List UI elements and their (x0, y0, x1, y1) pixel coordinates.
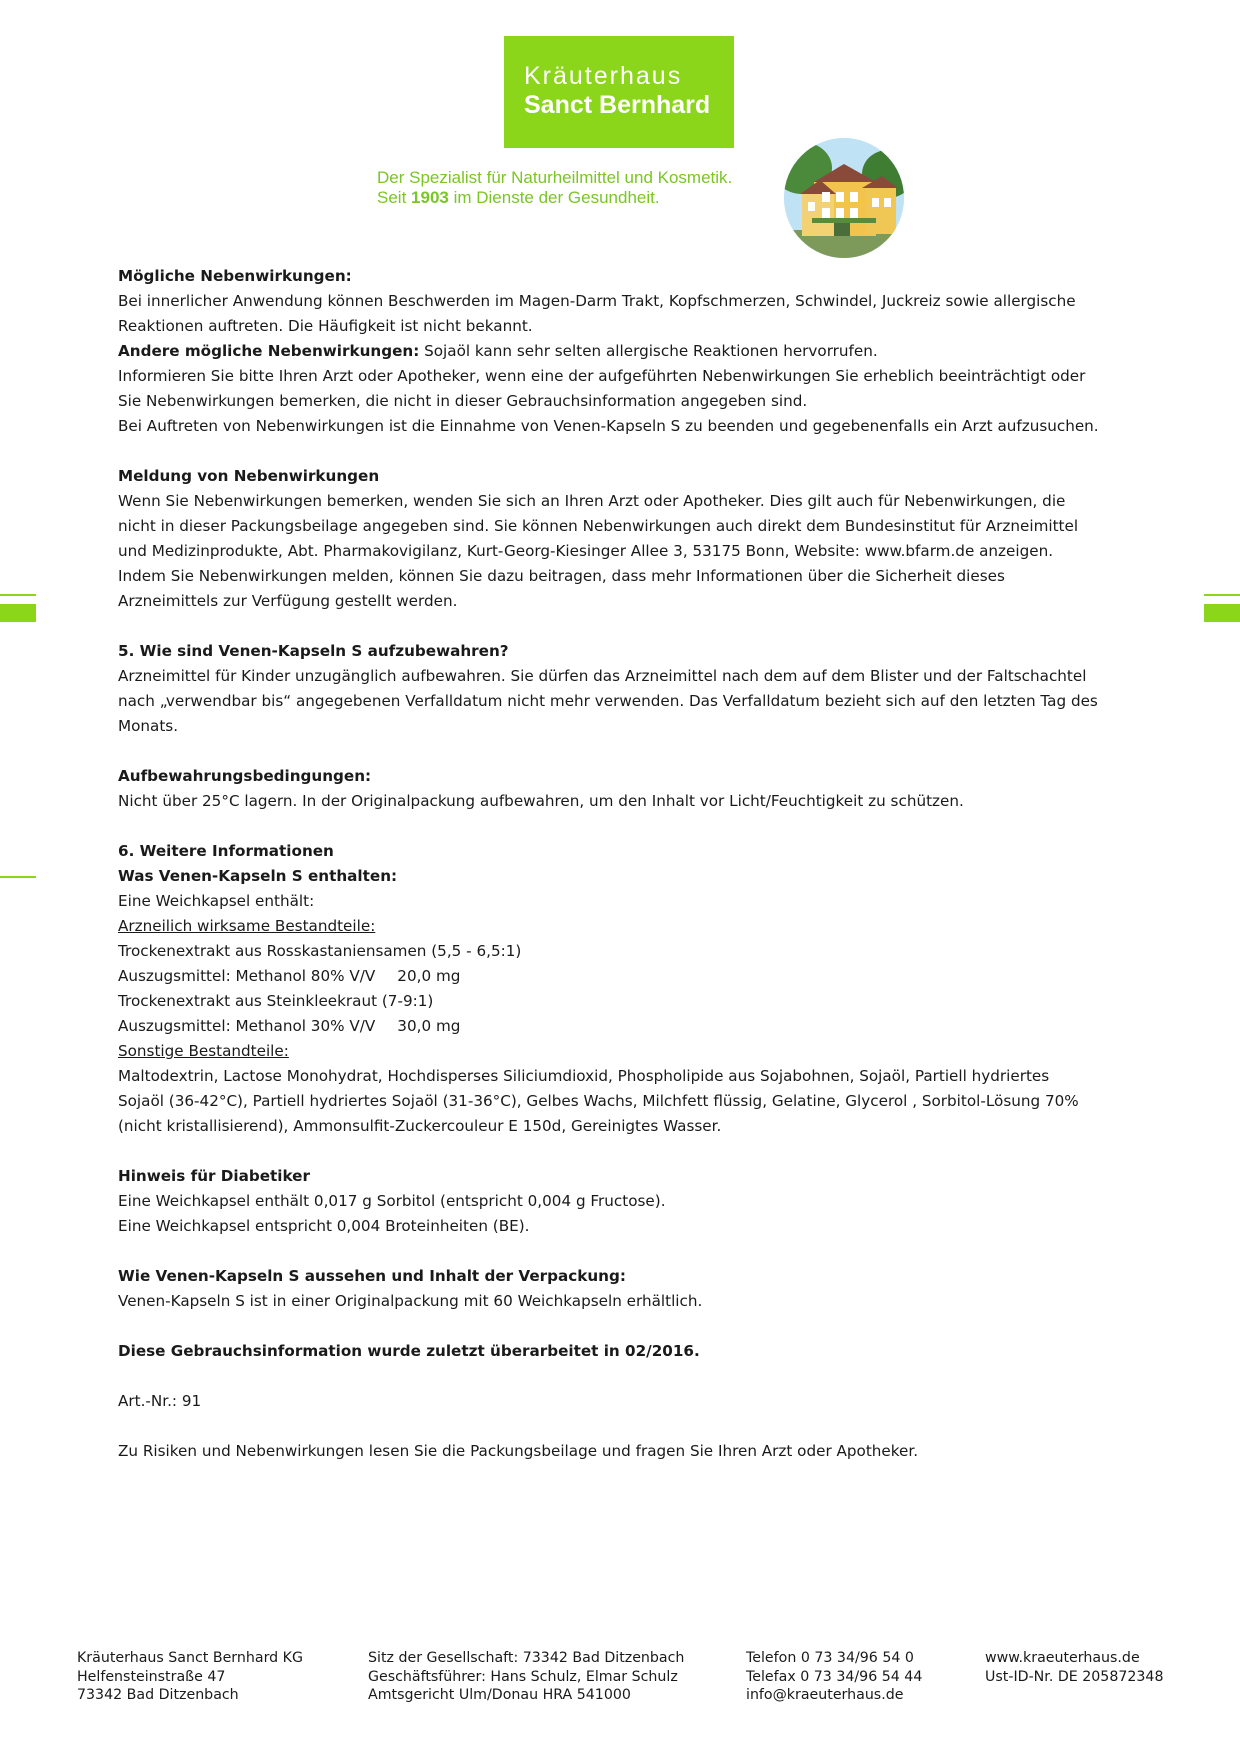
side-effects-text-3: Informieren Sie bitte Ihren Arzt oder Apotheker, wenn eine der aufgeführten Nebenwirkungen Sie erheblich beeinträchtigt oder (118, 367, 1086, 385)
logo-line-2: Sanct Bernhard (524, 91, 711, 119)
active-ingredients-label: Arzneilich wirksame Bestandteile: (118, 917, 376, 935)
storage-heading: 5. Wie sind Venen-Kapseln S aufzubewahren? (118, 642, 509, 660)
other-side-effects-text: Sojaöl kann sehr selten allergische Reaktionen hervorrufen. (419, 342, 878, 360)
brand-logo (504, 36, 734, 148)
other-ingredients-3: (nicht kristallisierend), Ammonsulfit-Zuckercouleur E 150d, Gereinigtes Wasser. (118, 1117, 722, 1135)
diabetics-heading: Hinweis für Diabetiker (118, 1167, 310, 1185)
footer-vat-id: Ust-ID-Nr. DE 205872348 (985, 1668, 1164, 1685)
other-side-effects-label: Andere mögliche Nebenwirkungen: (118, 342, 420, 360)
right-margin-mark-line (1204, 594, 1240, 596)
storage-text-1: Arzneimittel für Kinder unzugänglich aufbewahren. Sie dürfen das Arzneimittel nach dem auf dem Blister und der Faltschachtel (118, 667, 1087, 685)
reporting-text-3: und Medizinprodukte, Abt. Pharmakovigilanz, Kurt-Georg-Kiesinger Allee 3, 53175 Bonn, Website: www.bfarm.de anzeigen. (118, 542, 1054, 560)
side-effects-text-1: Bei innerlicher Anwendung können Beschwerden im Magen-Darm Trakt, Kopfschmerzen, Schwindel, Juckreiz sowie allergische (118, 292, 1076, 310)
footer-court: Amtsgericht Ulm/Donau HRA 541000 (368, 1687, 631, 1703)
logo-line-1: Kräuterhaus (524, 62, 683, 90)
footer-seat: Sitz der Gesellschaft: 73342 Bad Ditzenbach (368, 1650, 685, 1666)
building-photo (784, 138, 904, 258)
side-effects-text-5: Bei Auftreten von Nebenwirkungen ist die Einnahme von Venen-Kapseln S zu beenden und gegebenenfalls ein Arzt aufzusuchen. (118, 417, 1099, 435)
slogan (377, 168, 732, 208)
other-ingredients-1: Maltodextrin, Lactose Monohydrat, Hochdisperses Siliciumdioxid, Phospholipide aus Sojabohnen, Sojaöl, Partiell hydriertes (118, 1067, 1050, 1085)
reporting-text-4: Indem Sie Nebenwirkungen melden, können Sie dazu beitragen, dass mehr Informationen über die Sicherheit dieses (118, 567, 1005, 585)
active-ingredient-1: Trockenextrakt aus Rosskastaniensamen (5,5 - 6,5:1) (118, 942, 522, 960)
active-ingredient-2-label: Auszugsmittel: Methanol 80% V/V (118, 967, 376, 985)
leaflet-content (118, 264, 1158, 1464)
right-margin-mark (1204, 604, 1240, 622)
revision-note: Diese Gebrauchsinformation wurde zuletzt überarbeitet in 02/2016. (118, 1342, 700, 1360)
other-ingredients-label: Sonstige Bestandteile: (118, 1042, 289, 1060)
footer-web (985, 1649, 1164, 1686)
active-ingredient-2 (118, 964, 1158, 989)
footer-legal (368, 1649, 684, 1705)
slogan-line-1: Der Spezialist für Naturheilmittel und Kosmetik. (377, 168, 733, 187)
storage-text-3: Monats. (118, 717, 179, 735)
contents-subheading: Was Venen-Kapseln S enthalten: (118, 867, 398, 885)
reporting-text-2: nicht in dieser Packungsbeilage angegeben sind. Sie können Nebenwirkungen auch direkt dem Bundesinstitut für Arzneimittel (118, 517, 1079, 535)
slogan-prefix: Seit (377, 188, 412, 207)
footer-contact (746, 1649, 922, 1705)
left-margin-mark (0, 604, 36, 622)
active-ingredient-2-value: 20,0 mg (397, 967, 461, 985)
slogan-year: 1903 (411, 188, 449, 207)
side-effects-text-2: Reaktionen auftreten. Die Häufigkeit ist nicht bekannt. (118, 317, 533, 335)
reporting-text-5: Arzneimittels zur Verfügung gestellt werden. (118, 592, 458, 610)
appearance-text: Venen-Kapseln S ist in einer Originalpackung mit 60 Weichkapseln erhältlich. (118, 1292, 703, 1310)
conditions-text: Nicht über 25°C lagern. In der Originalpackung aufbewahren, um den Inhalt vor Licht/Feuchtigkeit zu schützen. (118, 792, 964, 810)
risks-note: Zu Risiken und Nebenwirkungen lesen Sie die Packungsbeilage und fragen Sie Ihren Arzt oder Apotheker. (118, 1442, 919, 1460)
diabetics-text-2: Eine Weichkapsel entspricht 0,004 Broteinheiten (BE). (118, 1217, 530, 1235)
footer-website[interactable]: www.kraeuterhaus.de (985, 1650, 1140, 1666)
side-effects-text-4: Sie Nebenwirkungen bemerken, die nicht in dieser Gebrauchsinformation angegeben sind. (118, 392, 808, 410)
footer-managers: Geschäftsführer: Hans Schulz, Elmar Schulz (368, 1668, 678, 1685)
other-ingredients-2: Sojaöl (36-42°C), Partiell hydriertes Sojaöl (31-36°C), Gelbes Wachs, Milchfett flüssig, Gelatine, Glycerol , Sorbitol-Lösung 70% (118, 1092, 1079, 1110)
building-illustration (784, 138, 904, 258)
active-ingredient-4 (118, 1014, 1158, 1039)
appearance-heading: Wie Venen-Kapseln S aussehen und Inhalt der Verpackung: (118, 1267, 626, 1285)
footer-email[interactable]: info@kraeuterhaus.de (746, 1687, 904, 1703)
active-ingredient-3: Trockenextrakt aus Steinkleekraut (7-9:1) (118, 992, 434, 1010)
other-side-effects (118, 339, 1158, 364)
diabetics-text-1: Eine Weichkapsel enthält 0,017 g Sorbitol (entspricht 0,004 g Fructose). (118, 1192, 666, 1210)
left-margin-mark-line (0, 594, 36, 596)
contents-intro: Eine Weichkapsel enthält: (118, 892, 315, 910)
active-ingredient-4-value: 30,0 mg (397, 1017, 461, 1035)
reporting-heading: Meldung von Nebenwirkungen (118, 467, 380, 485)
article-number: Art.-Nr.: 91 (118, 1392, 202, 1410)
conditions-heading: Aufbewahrungsbedingungen: (118, 767, 372, 785)
slogan-suffix: im Dienste der Gesundheit. (448, 188, 660, 207)
footer-city: 73342 Bad Ditzenbach (77, 1687, 239, 1703)
reporting-text-1: Wenn Sie Nebenwirkungen bemerken, wenden Sie sich an Ihren Arzt oder Apotheker. Dies gilt auch für Nebenwirkungen, die (118, 492, 1066, 510)
slogan-line-2 (377, 188, 732, 208)
footer-street: Helfensteinstraße 47 (77, 1668, 226, 1685)
active-ingredient-4-label: Auszugsmittel: Methanol 30% V/V (118, 1017, 376, 1035)
storage-text-2: nach „verwendbar bis“ angegebenen Verfalldatum nicht mehr verwenden. Das Verfalldatum bezieht sich auf den letzten Tag des (118, 692, 1098, 710)
further-info-heading: 6. Weitere Informationen (118, 842, 334, 860)
footer-fax: Telefax 0 73 34/96 54 44 (746, 1668, 923, 1685)
side-effects-heading: Mögliche Nebenwirkungen: (118, 267, 352, 285)
footer-company (77, 1649, 303, 1705)
footer-company-name: Kräuterhaus Sanct Bernhard KG (77, 1650, 303, 1666)
left-fold-mark (0, 876, 36, 878)
footer-phone: Telefon 0 73 34/96 54 0 (746, 1650, 914, 1666)
